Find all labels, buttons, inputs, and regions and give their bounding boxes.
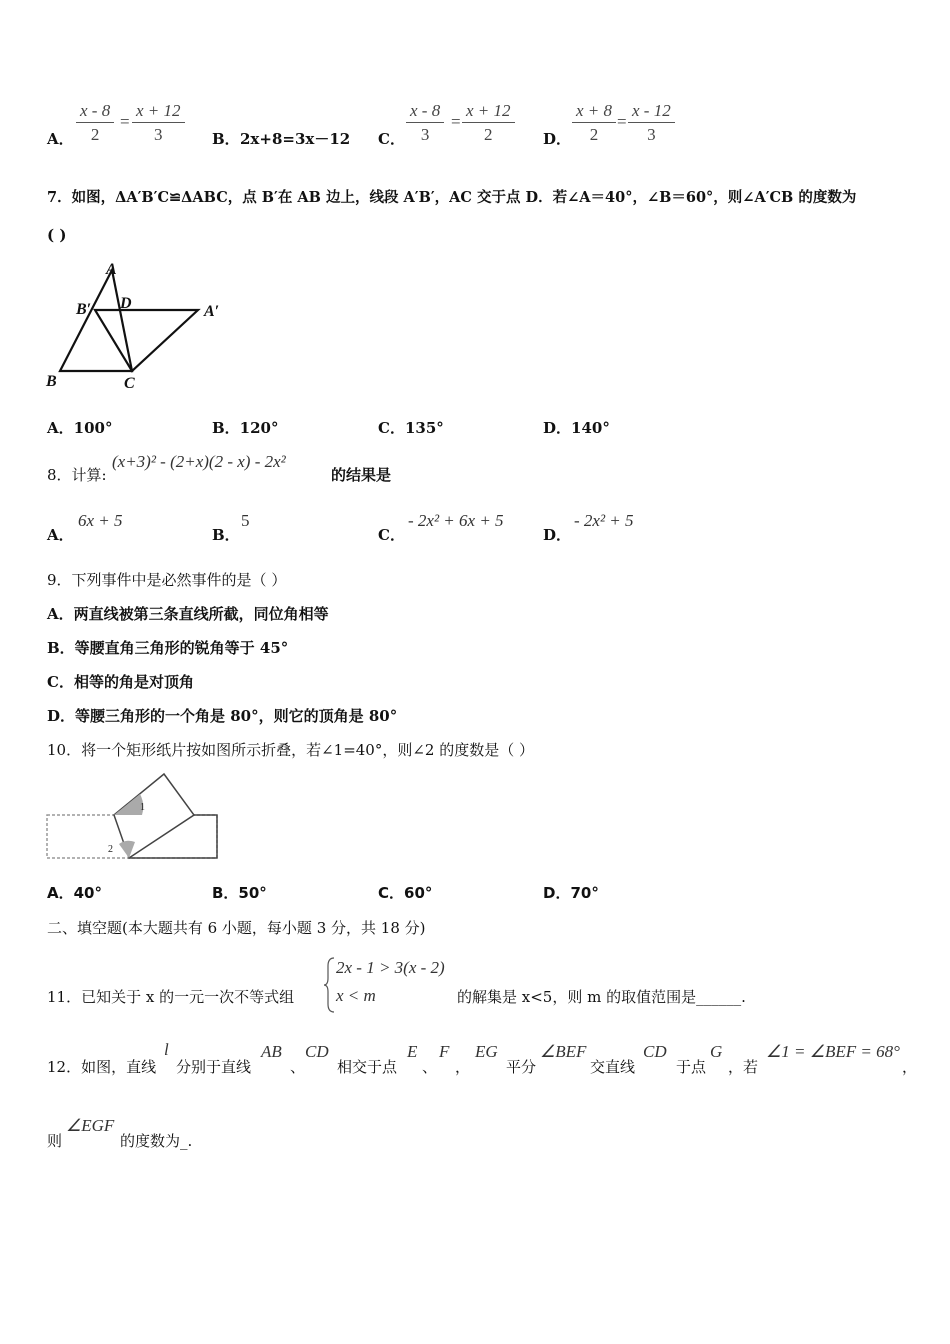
q7-option-a: A．100° [47,419,113,437]
q7-triangle-figure [40,258,240,393]
q12-ab: AB [261,1042,282,1061]
q12-sep-1: 、 [290,1058,306,1076]
q10-option-c: C．60° [378,884,433,902]
numerator: x - 8 [406,100,444,123]
section-2-title: 二、填空题(本大题共有 6 小题，每小题 3 分，共 18 分) [47,919,426,937]
q7-answer-paren: ( ) [47,226,67,244]
q12-text-8: 则 [47,1132,63,1150]
label-b-prime: B′ [76,301,92,318]
label-a-prime: A′ [204,303,220,320]
q12-condition: ∠1 = ∠BEF = 68° [766,1042,900,1061]
q8-option-b-label: B． [212,526,240,544]
equals-sign: = [120,112,130,131]
triangle-abc [60,270,132,371]
q12-text-2: 分别于直线 [176,1058,252,1076]
numerator: x + 12 [462,100,515,123]
q10-option-b: B．50° [212,884,267,902]
denominator: 3 [154,125,163,144]
triangle-a-prime-b-prime-c [95,310,198,371]
q12-point-f: F [439,1042,450,1061]
q6-a-left-fraction [76,100,114,147]
q9-option-d: D．等腰三角形的一个角是 80°，则它的顶角是 80° [47,707,398,725]
q12-angle-bef: ∠BEF [540,1042,587,1061]
numerator: x + 8 [572,100,616,123]
q12-cd: CD [305,1042,329,1061]
label-b: B [46,373,57,390]
q10-folded-rectangle-figure [44,770,224,865]
q8-option-d-value: - 2x² + 5 [574,511,634,530]
q11-inequality-2: x < m [336,986,376,1005]
q8-suffix: 的结果是 [331,466,392,484]
q6-a-right-fraction [132,100,185,147]
angle-1-label: 1 [140,802,145,813]
q6-d-right-fraction [628,100,675,147]
label-d: D [120,295,132,312]
q12-text-3: 相交于点 [337,1058,398,1076]
denominator: 2 [90,125,100,144]
q8-option-d-label: D． [543,526,572,544]
q10-option-d: D．70° [543,884,599,902]
q6-c-right-fraction [462,100,515,147]
q11-suffix: 的解集是 x<5，则 m 的取值范围是______. [457,988,746,1006]
q7-option-d: D．140° [543,419,610,437]
q11-prefix: 11．已知关于 x 的一元一次不等式组 [47,988,295,1006]
q12-line-l: l [164,1040,169,1059]
angle-2-label: 2 [108,844,113,855]
q12-point-e: E [407,1042,418,1061]
system-brace [324,956,336,1014]
q12-cd-2: CD [643,1042,667,1061]
q6-option-a-label: A． [47,130,74,148]
q11-inequality-1: 2x - 1 > 3(x - 2) [336,958,445,977]
q8-option-b-value: 5 [241,511,250,530]
q12-text-6: 于点 [676,1058,707,1076]
q9-stem: 9．下列事件中是必然事件的是（ ） [47,571,287,589]
q6-d-left-fraction [572,100,616,147]
q12-sep-4: ， [902,1058,918,1076]
q6-option-c-label: C． [378,130,405,148]
q9-option-c: C．相等的角是对顶角 [47,673,194,691]
denominator: 2 [484,125,493,144]
q12-text-5: 交直线 [590,1058,636,1076]
denominator: 3 [647,125,656,144]
q10-stem: 10．将一个矩形纸片按如图所示折叠，若∠1=40°，则∠2 的度数是（ ） [47,741,535,759]
q7-option-c: C．135° [378,419,444,437]
denominator: 2 [589,125,599,144]
q6-c-left-fraction [406,100,444,147]
q6-option-b-text: 2x+8=3x－12 [240,130,351,148]
q12-point-g: G [710,1042,723,1061]
q8-option-c-label: C． [378,526,405,544]
q6-option-b-label: B． [212,130,240,148]
q6-option-d-label: D． [543,130,572,148]
q7-stem: 7．如图，ΔA′B′C≌ΔABC，点 B′在 AB 边上，线段 A′B′，AC 交于点 D．若∠A＝40°，∠B＝60°，则∠A′CB 的度数为 [47,189,857,206]
label-a: A [106,261,117,278]
q12-eg: EG [475,1042,498,1061]
q9-option-b: B．等腰直角三角形的锐角等于 45° [47,639,289,657]
q12-text-1: 12．如图，直线 [47,1058,157,1076]
numerator: x - 8 [76,100,114,123]
q12-text-9: 的度数为_. [120,1132,193,1150]
equals-sign: = [451,112,461,131]
q8-option-a-label: A． [47,526,74,544]
denominator: 3 [420,125,430,144]
q8-prefix: 8．计算: [47,466,107,484]
q8-expression: (x+3)² - (2+x)(2 - x) - 2x² [112,452,286,471]
numerator: x - 12 [628,100,675,123]
q9-option-a: A．两直线被第三条直线所截，同位角相等 [47,605,329,623]
q12-text-7: ，若 [728,1058,759,1076]
q12-sep-2: 、 [422,1058,438,1076]
q12-sep-3: ， [455,1058,471,1076]
numerator: x + 12 [132,100,185,123]
label-c: C [124,375,135,392]
q10-option-a: A．40° [47,884,102,902]
q8-option-a-value: 6x + 5 [78,511,123,530]
q12-text-4: 平分 [506,1058,537,1076]
q12-angle-egf: ∠EGF [66,1116,115,1135]
q8-option-c-value: - 2x² + 6x + 5 [408,511,504,530]
q7-option-b: B．120° [212,419,279,437]
angle-1-arc [114,794,143,815]
equals-sign: = [617,112,627,131]
